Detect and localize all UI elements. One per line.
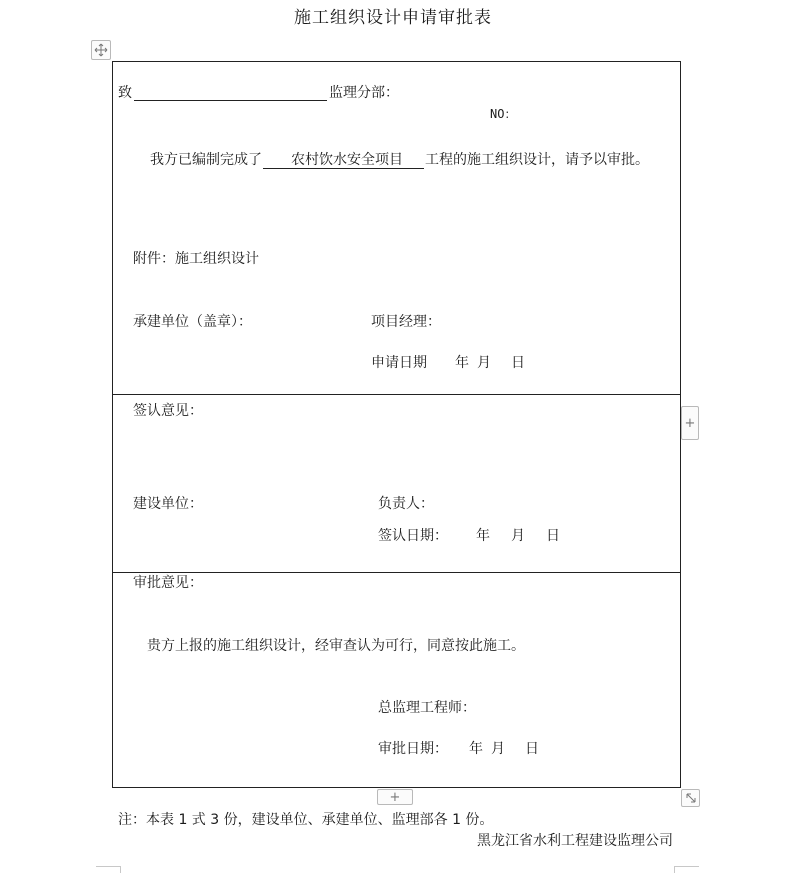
confirm-date-month: 月 xyxy=(511,528,525,544)
resize-icon xyxy=(685,792,697,804)
apply-date-month: 月 xyxy=(477,355,491,371)
page-corner-mark xyxy=(96,866,121,873)
number-label: NO： xyxy=(490,107,517,121)
table-move-handle[interactable] xyxy=(91,40,111,60)
table-resize-handle[interactable] xyxy=(681,789,700,807)
approval-text: 贵方上报的施工组织设计，经审查认为可行，同意按此施工。 xyxy=(147,638,525,654)
contractor-label: 承建单位（盖章）： xyxy=(133,314,252,330)
statement-suffix: 工程的施工组织设计，请予以审批。 xyxy=(425,152,649,168)
addressee-blank-line xyxy=(134,100,327,101)
chief-engineer-label: 总监理工程师： xyxy=(378,700,476,716)
approval-date-day: 日 xyxy=(525,741,539,757)
addressee-suffix: 监理分部： xyxy=(329,85,399,101)
apply-date-day: 日 xyxy=(511,355,525,371)
approval-opinion-label: 审批意见： xyxy=(133,575,203,591)
apply-date-year: 年 xyxy=(455,355,469,371)
move-icon xyxy=(94,43,108,57)
confirm-date-label: 签认日期： xyxy=(378,528,448,544)
confirm-date-year: 年 xyxy=(476,528,490,544)
add-row-button[interactable]: + xyxy=(377,789,413,805)
table-row-divider xyxy=(112,394,681,395)
project-manager-label: 项目经理： xyxy=(371,314,441,330)
add-column-button[interactable]: + xyxy=(681,406,699,440)
addressee-prefix: 致 xyxy=(118,85,132,101)
statement-prefix: 我方已编制完成了 xyxy=(150,152,262,168)
table-row-divider xyxy=(112,572,681,573)
project-name: 农村饮水安全项目 xyxy=(291,152,403,168)
approval-date-label: 审批日期： xyxy=(378,741,448,757)
approval-date-year: 年 xyxy=(469,741,483,757)
confirm-date-day: 日 xyxy=(546,528,560,544)
footer-note: 注：本表 1 式 3 份，建设单位、承建单位、监理部各 1 份。 xyxy=(118,812,494,828)
project-name-underline xyxy=(263,168,424,169)
attachment-label: 附件：施工组织设计 xyxy=(133,251,259,267)
page-corner-mark xyxy=(674,866,699,873)
responsible-label: 负责人： xyxy=(378,496,434,512)
approval-date-month: 月 xyxy=(491,741,505,757)
approval-form-table xyxy=(112,61,681,788)
builder-label: 建设单位： xyxy=(133,496,203,512)
company-name: 黑龙江省水利工程建设监理公司 xyxy=(477,833,673,849)
confirm-opinion-label: 签认意见： xyxy=(133,403,203,419)
page-title: 施工组织设计申请审批表 xyxy=(294,8,492,28)
apply-date-label: 申请日期 xyxy=(371,355,427,371)
